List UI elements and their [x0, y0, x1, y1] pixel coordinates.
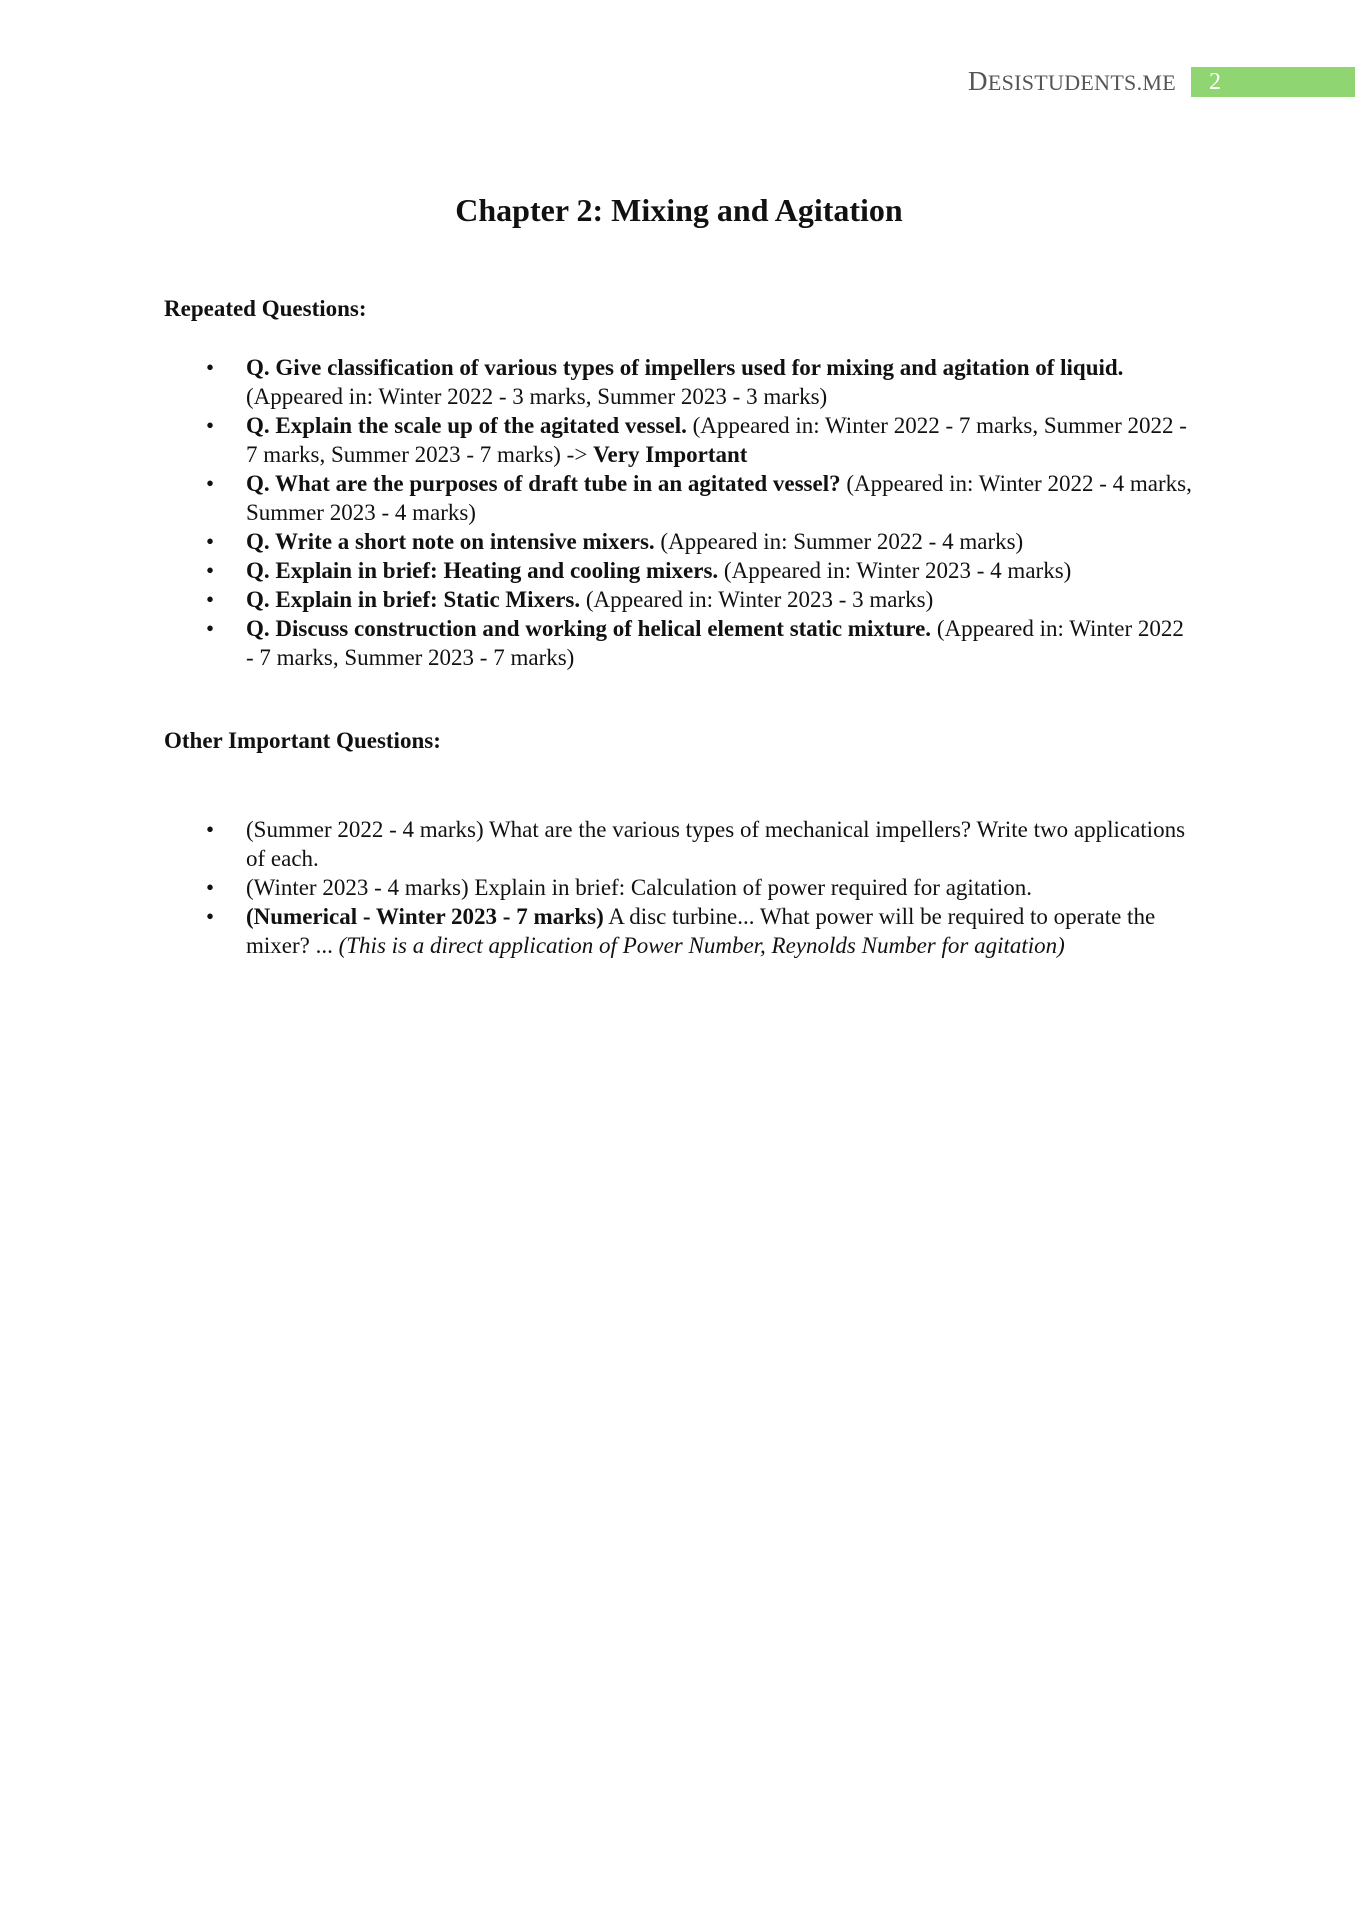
- appearance-info: (Appeared in: Winter 2022 - 3 marks, Summer 2023 - 3 marks): [246, 384, 828, 409]
- other-questions-list: [206, 815, 1196, 960]
- importance-note: Very Important: [593, 442, 748, 467]
- list-item: [206, 556, 1196, 585]
- question-text: (Summer 2022 - 4 marks) What are the various types of mechanical impellers? Write two applications of each.: [246, 817, 1186, 871]
- bullet-icon: •: [206, 413, 215, 438]
- bullet-icon: •: [206, 529, 215, 554]
- page-number-badge: [1191, 67, 1355, 97]
- appearance-info: (Appeared in: Winter 2022 - 7 marks, Summer 2023 - 7 marks): [246, 616, 1184, 670]
- list-item: [206, 873, 1196, 902]
- repeated-questions-heading: Repeated Questions:: [164, 296, 367, 321]
- site-name-rest: ESISTUDENTS.ME: [987, 70, 1176, 95]
- appearance-info: (Appeared in: Winter 2023 - 4 marks): [718, 558, 1072, 583]
- appearance-info: (Appeared in: Winter 2022 - 7 marks, Summer 2022 - 7 marks, Summer 2023 - 7 marks) ->: [246, 413, 1187, 467]
- appearance-info: (Appeared in: Summer 2022 - 4 marks): [654, 529, 1024, 554]
- question-text: Q. Write a short note on intensive mixers.: [246, 529, 655, 554]
- appearance-info: (Appeared in: Winter 2022 - 4 marks, Summer 2023 - 4 marks): [246, 471, 1192, 525]
- list-item: [206, 527, 1196, 556]
- chapter-title: Chapter 2: Mixing and Agitation: [455, 192, 903, 228]
- appearance-info: (Appeared in: Winter 2023 - 3 marks): [580, 587, 934, 612]
- question-text: Q. Explain the scale up of the agitated vessel.: [246, 413, 687, 438]
- bullet-icon: •: [206, 875, 215, 900]
- question-text: Q. Explain in brief: Static Mixers.: [246, 587, 581, 612]
- bullet-icon: •: [206, 355, 215, 380]
- bullet-icon: •: [206, 471, 215, 496]
- question-text: Q. Give classification of various types of impellers used for mixing and agitation of liquid.: [246, 355, 1124, 380]
- bullet-icon: •: [206, 558, 215, 583]
- question-text: Q. Explain in brief: Heating and cooling mixers.: [246, 558, 719, 583]
- list-item: [206, 353, 1196, 411]
- list-item: [206, 614, 1196, 672]
- question-text: Q. Discuss construction and working of helical element static mixture.: [246, 616, 932, 641]
- other-questions-heading: Other Important Questions:: [164, 728, 441, 753]
- question-text: (Winter 2023 - 4 marks) Explain in brief: Calculation of power required for agitation.: [246, 875, 1032, 900]
- question-source: (Numerical - Winter 2023 - 7 marks): [246, 904, 604, 929]
- list-item: [206, 585, 1196, 614]
- bullet-icon: •: [206, 587, 215, 612]
- repeated-questions-list: [206, 353, 1196, 672]
- list-item: [206, 411, 1196, 469]
- list-item: [206, 902, 1196, 960]
- list-item: [206, 815, 1196, 873]
- site-name-initial: D: [968, 66, 988, 96]
- page-number: 2: [1209, 69, 1221, 95]
- list-item: [206, 469, 1196, 527]
- bullet-icon: •: [206, 904, 215, 929]
- question-text: Q. What are the purposes of draft tube in an agitated vessel?: [246, 471, 841, 496]
- bullet-icon: •: [206, 817, 215, 842]
- question-note: (This is a direct application of Power Number, Reynolds Number for agitation): [338, 933, 1065, 958]
- question-text: A disc turbine... What power will be required to operate the mixer? ...: [246, 904, 1156, 958]
- bullet-icon: •: [206, 616, 215, 641]
- site-name: [968, 66, 1176, 97]
